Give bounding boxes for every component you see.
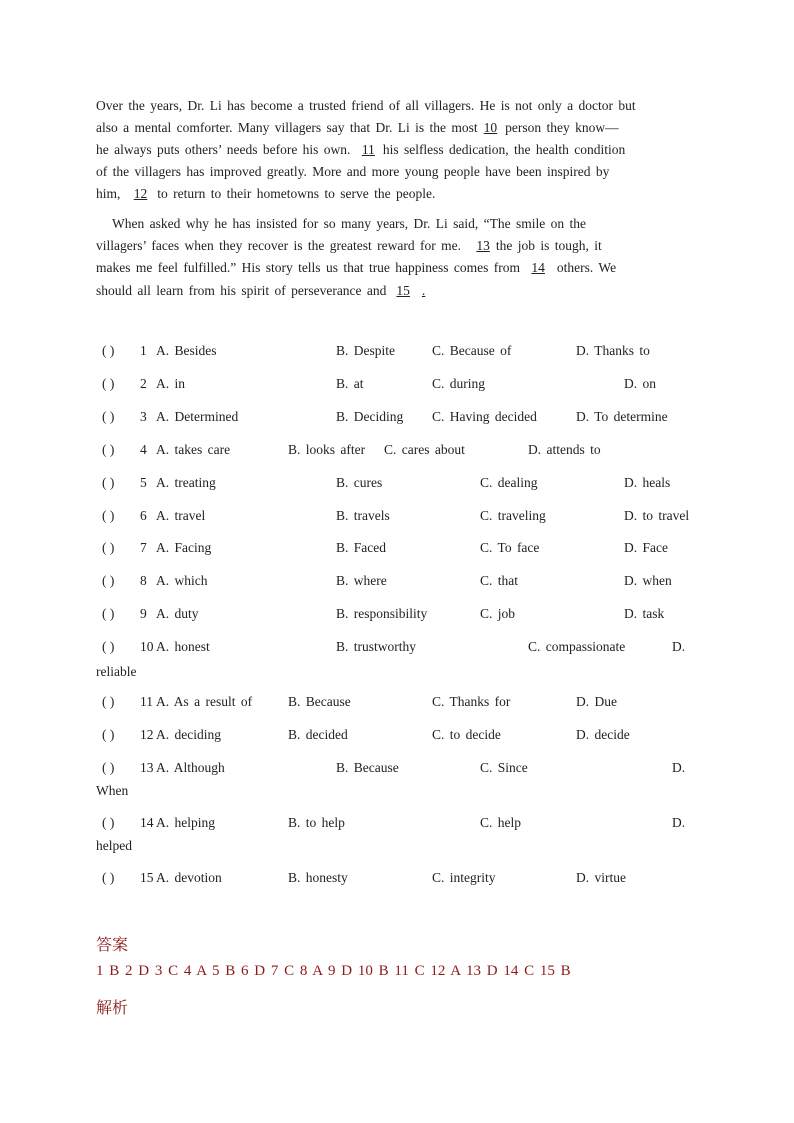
option-c[interactable]: C. help — [480, 815, 521, 830]
answer-parentheses[interactable]: ( ) — [102, 475, 115, 490]
question-row — [96, 508, 696, 530]
question-number: 2 — [140, 376, 147, 391]
option-b[interactable]: B. Because — [288, 694, 351, 709]
option-d[interactable]: D. — [672, 760, 686, 775]
passage-text: Over the years, Dr. Li has become a trusted friend of all villagers. He is not only a doctor but — [96, 98, 636, 113]
option-b[interactable]: B. to help — [288, 815, 345, 830]
passage-line — [96, 260, 616, 276]
question-row — [96, 606, 696, 628]
question-number: 5 — [140, 475, 147, 490]
option-b[interactable]: B. Because — [336, 760, 399, 775]
option-b[interactable]: B. looks after — [288, 442, 366, 457]
option-d[interactable]: D. task — [624, 606, 665, 621]
option-b[interactable]: B. travels — [336, 508, 390, 523]
question-number: 14 — [140, 815, 154, 830]
question-number: 8 — [140, 573, 147, 588]
blank-14: 14 — [531, 260, 545, 275]
passage-text: person they know— — [505, 120, 619, 135]
blank-10: 10 — [483, 120, 498, 135]
question-row — [96, 727, 696, 749]
option-d-wrap: helped — [96, 838, 132, 853]
option-d[interactable]: D. attends to — [528, 442, 601, 457]
question-number: 15 — [140, 870, 154, 885]
option-b[interactable]: B. Despite — [336, 343, 395, 358]
blank-13: 13 — [476, 238, 490, 253]
answer-parentheses[interactable]: ( ) — [102, 727, 115, 742]
passage-text: villagers’ faces when they recover is the greatest reward for me. — [96, 238, 461, 253]
answer-parentheses[interactable]: ( ) — [102, 409, 115, 424]
question-row — [96, 376, 696, 398]
question-number: 4 — [140, 442, 147, 457]
question-row — [96, 409, 696, 431]
option-a[interactable]: A. takes care — [156, 442, 231, 457]
option-a[interactable]: A. duty — [156, 606, 199, 621]
question-number: 3 — [140, 409, 147, 424]
blank-15: 15 — [396, 283, 410, 298]
option-b[interactable]: B. Deciding — [336, 409, 404, 424]
option-a[interactable]: A. Determined — [156, 409, 239, 424]
passage-text: his selfless dedication, the health condition — [382, 142, 626, 157]
question-number: 13 — [140, 760, 154, 775]
answer-parentheses[interactable]: ( ) — [102, 442, 115, 457]
option-d[interactable]: D. when — [624, 573, 672, 588]
blank-11: 11 — [361, 142, 375, 157]
answer-title: 答案 — [96, 935, 129, 954]
answer-parentheses[interactable]: ( ) — [102, 606, 115, 621]
passage-line — [112, 216, 586, 232]
option-c[interactable]: C. traveling — [480, 508, 546, 523]
option-c[interactable]: C. compassionate — [528, 639, 626, 654]
option-d[interactable]: D. To determine — [576, 409, 668, 424]
option-b[interactable]: B. honesty — [288, 870, 348, 885]
option-b[interactable]: B. at — [336, 376, 364, 391]
option-c[interactable]: C. dealing — [480, 475, 538, 490]
option-a[interactable]: A. helping — [156, 815, 215, 830]
passage-text: of the villagers has improved greatly. More and more young people have been inspired by — [96, 164, 610, 179]
question-row — [96, 760, 696, 782]
option-a[interactable]: A. which — [156, 573, 208, 588]
passage-line — [96, 186, 435, 202]
explanation-title: 解析 — [96, 998, 129, 1017]
question-number: 7 — [140, 540, 147, 555]
answer-parentheses[interactable]: ( ) — [102, 639, 115, 654]
passage-text: the job is tough, it — [495, 238, 602, 253]
option-a[interactable]: A. Although — [156, 760, 225, 775]
question-row — [96, 870, 696, 892]
question-row — [96, 639, 696, 661]
option-a[interactable]: A. travel — [156, 508, 206, 523]
option-d[interactable]: D. Face — [624, 540, 668, 555]
option-a[interactable]: A. honest — [156, 639, 210, 654]
question-row — [96, 694, 696, 716]
option-d[interactable]: D. decide — [576, 727, 630, 742]
answer-key: 1 B 2 D 3 C 4 A 5 B 6 D 7 C 8 A 9 D 10 B 11 C 12 A 13 D 14 C 15 B — [96, 963, 571, 979]
passage-line — [96, 238, 602, 254]
question-row — [96, 475, 696, 497]
passage-text: he always puts others’ needs before his own. — [96, 142, 351, 157]
question-number: 10 — [140, 639, 154, 654]
answer-parentheses[interactable]: ( ) — [102, 760, 115, 775]
option-c[interactable]: C. to decide — [432, 727, 501, 742]
option-c[interactable]: C. during — [432, 376, 486, 391]
option-d[interactable]: D. Thanks to — [576, 343, 650, 358]
question-number: 9 — [140, 606, 147, 621]
blank-15-period: . — [421, 283, 426, 298]
passage-line — [96, 283, 427, 299]
passage-text: others. We — [556, 260, 617, 275]
option-c[interactable]: C. Because of — [432, 343, 512, 358]
option-d[interactable]: D. Due — [576, 694, 617, 709]
option-d[interactable]: D. — [672, 639, 686, 654]
question-row — [96, 540, 696, 562]
question-number: 1 — [140, 343, 147, 358]
passage-line — [96, 120, 619, 136]
option-b[interactable]: B. where — [336, 573, 387, 588]
passage-line — [96, 142, 625, 158]
option-a[interactable]: A. Facing — [156, 540, 212, 555]
option-c[interactable]: C. Since — [480, 760, 528, 775]
option-b[interactable]: B. responsibility — [336, 606, 428, 621]
answer-parentheses[interactable]: ( ) — [102, 694, 115, 709]
option-d[interactable]: D. — [672, 815, 686, 830]
question-number: 11 — [140, 694, 153, 709]
passage-text: to return to their hometowns to serve the people. — [157, 186, 436, 201]
blank-12: 12 — [133, 186, 148, 201]
passage-text: also a mental comforter. Many villagers say that Dr. Li is the most — [96, 120, 478, 135]
answer-parentheses[interactable]: ( ) — [102, 540, 115, 555]
question-row — [96, 343, 696, 365]
option-d[interactable]: D. on — [624, 376, 656, 391]
answer-parentheses[interactable]: ( ) — [102, 376, 115, 391]
option-a[interactable]: A. As a result of — [156, 694, 253, 709]
answer-parentheses[interactable]: ( ) — [102, 870, 115, 885]
option-c[interactable]: C. integrity — [432, 870, 496, 885]
option-b[interactable]: B. decided — [288, 727, 348, 742]
option-d[interactable]: D. to travel — [624, 508, 690, 523]
answer-parentheses[interactable]: ( ) — [102, 343, 115, 358]
passage-line — [96, 164, 609, 180]
option-c[interactable]: C. cares about — [384, 442, 465, 457]
option-c[interactable]: C. To face — [480, 540, 540, 555]
option-c[interactable]: C. Thanks for — [432, 694, 511, 709]
answer-parentheses[interactable]: ( ) — [102, 508, 115, 523]
option-b[interactable]: B. cures — [336, 475, 383, 490]
option-c[interactable]: C. that — [480, 573, 518, 588]
passage-text: When asked why he has insisted for so many years, Dr. Li said, “The smile on the — [112, 216, 587, 231]
option-a[interactable]: A. Besides — [156, 343, 217, 358]
answer-parentheses[interactable]: ( ) — [102, 815, 115, 830]
question-number: 12 — [140, 727, 154, 742]
option-d[interactable]: D. virtue — [576, 870, 626, 885]
passage-text: him, — [96, 186, 121, 201]
option-c[interactable]: C. job — [480, 606, 516, 621]
option-a[interactable]: A. devotion — [156, 870, 222, 885]
option-a[interactable]: A. in — [156, 376, 185, 391]
passage-text: makes me feel fulfilled.” His story tells us that true happiness comes from — [96, 260, 521, 275]
passage-text: should all learn from his spirit of perseverance and — [96, 283, 387, 298]
question-row — [96, 573, 696, 595]
option-a[interactable]: A. deciding — [156, 727, 221, 742]
option-d-wrap: reliable — [96, 664, 137, 679]
option-d[interactable]: D. heals — [624, 475, 671, 490]
option-b[interactable]: B. Faced — [336, 540, 386, 555]
question-number: 6 — [140, 508, 147, 523]
option-d-wrap: When — [96, 783, 129, 798]
option-c[interactable]: C. Having decided — [432, 409, 537, 424]
passage-line — [96, 98, 692, 114]
question-row — [96, 815, 696, 837]
option-a[interactable]: A. treating — [156, 475, 216, 490]
answer-parentheses[interactable]: ( ) — [102, 573, 115, 588]
question-row — [96, 442, 696, 464]
option-b[interactable]: B. trustworthy — [336, 639, 417, 654]
